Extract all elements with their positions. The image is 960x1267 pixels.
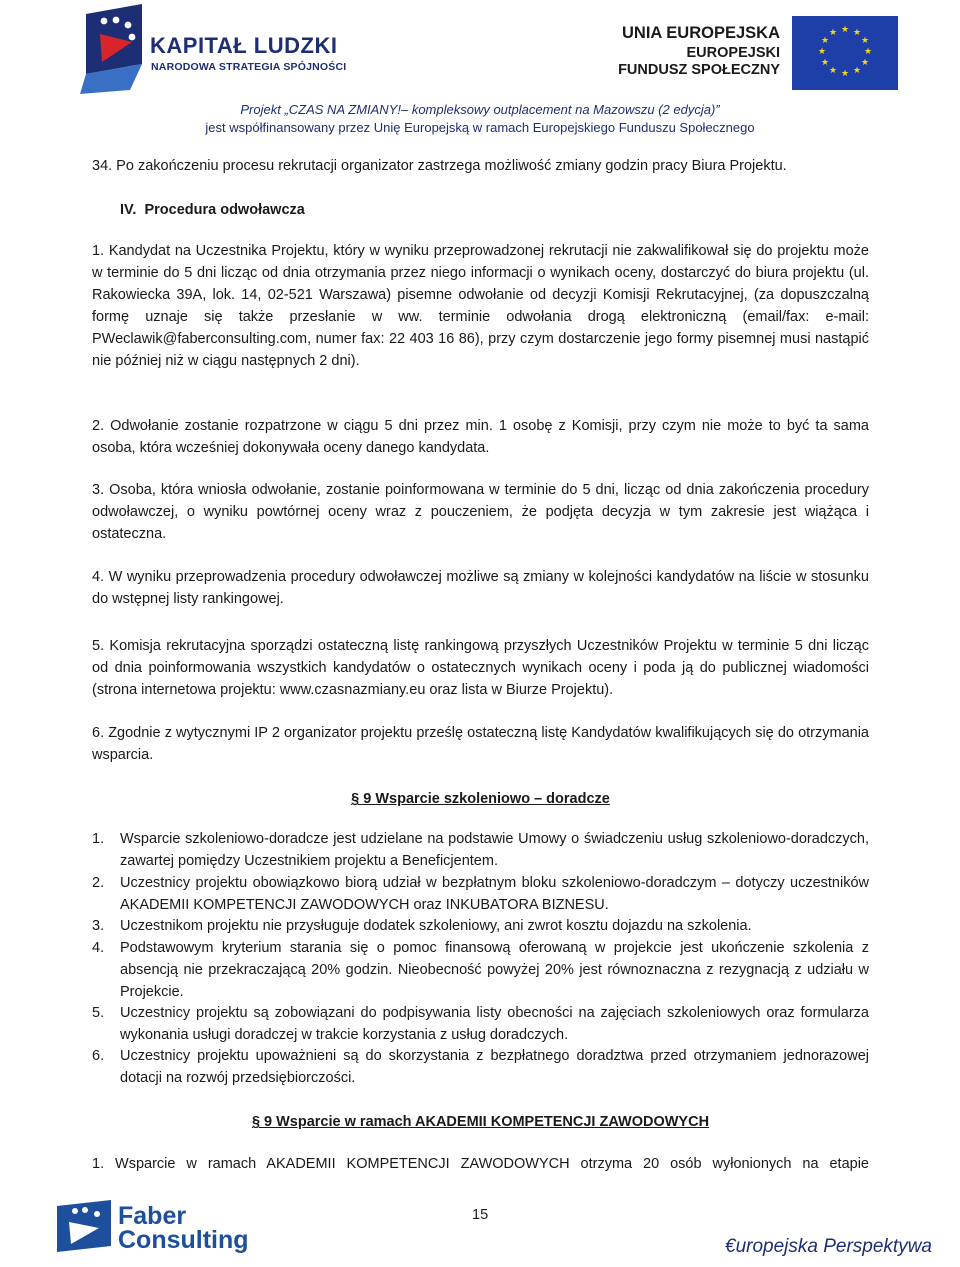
list-text: Wsparcie szkoleniowo-doradcze jest udzielane na podstawie Umowy o świadczeniu usług szkoleniowo-doradczych, zawartej pomiędzy Uczestnikiem projektu a Beneficjentem. xyxy=(120,831,869,869)
ue-line-2: EUROPEJSKI xyxy=(686,45,780,61)
list-number: 6. xyxy=(92,1048,105,1064)
svg-text:★: ★ xyxy=(860,36,870,46)
svg-text:★: ★ xyxy=(820,36,830,46)
list-number: 2. xyxy=(92,875,105,891)
list-text: Uczestnicy projektu są zobowiązani do podpisywania listy obecności na zajęciach szkoleniowych oraz formularza wykonania usługi doradczej w trakcie korzystania z usług doradczych. xyxy=(120,1005,869,1043)
list-number: 4. xyxy=(92,940,105,956)
svg-text:★: ★ xyxy=(852,28,862,38)
paragraph-6: 6. Zgodnie z wytycznymi IP 2 organizator projektu prześlę ostateczną listę Kandydatów kwalifikujących się do otrzymania wsparcia. xyxy=(92,725,869,763)
ue-line-1: UNIA EUROPEJSKA xyxy=(622,24,780,42)
list-text: Uczestnikom projektu nie przysługuje dodatek szkoleniowy, ani zwrot kosztu dojazdu na szkolenia. xyxy=(120,918,752,934)
paragraph-last: 1. Wsparcie w ramach AKADEMII KOMPETENCJI ZAWODOWYCH otrzyma 20 osób wyłonionych na etapie xyxy=(92,1156,869,1172)
svg-text:★: ★ xyxy=(840,25,850,35)
paragraph-1: 1. Kandydat na Uczestnika Projektu, który w wyniku przeprowadzonej rekrutacji nie zakwalifikował się do projektu może w terminie do 5 dni licząc od dnia otrzymania przez niego informacji o wynikach oceny, dostarczyć do biura projektu (ul. Rakowiecka 39A, lok. 14, 02-521 Warszawa) pisemne odwołanie od decyzji Komisji Rekrutacyjnej, (za dopuszczalną formę uznaje się także przesłanie w ww. terminie odwołania drogą elektroniczną (email/fax: e-mail: PWeclawik@faberconsulting.com, numer fax: 22 403 16 86), przy czym dostarczenie jego formy pisemnej musi nastąpić nie później niż w ciągu następnych 2 dni). xyxy=(92,243,869,369)
list-number: 1. xyxy=(92,831,105,847)
list-number: 3. xyxy=(92,918,105,934)
section-iv-heading xyxy=(120,199,897,221)
project-funding-line: jest współfinansowany przez Unię Europejską w ramach Europejskiego Funduszu Społecznego xyxy=(205,120,755,135)
consulting-text: Consulting xyxy=(118,1226,249,1254)
svg-text:★: ★ xyxy=(852,66,862,76)
faber-text: Faber xyxy=(118,1202,187,1230)
section-number: IV. xyxy=(120,202,137,218)
list-text: Uczestnicy projektu obowiązkowo biorą udział w bezpłatnym bloku szkoleniowo-doradczym – dotyczy uczestników AKADEMII KOMPETENCJI ZAWODOWYCH oraz INKUBATORA BIZNESU. xyxy=(120,875,869,913)
kapital-ludzki-title: KAPITAŁ LUDZKI xyxy=(150,33,338,58)
ue-line-3: FUNDUSZ SPOŁECZNY xyxy=(618,62,780,78)
list-number: 5. xyxy=(92,1005,105,1021)
europejska-perspektywa-logo: €uropejska Perspektywa xyxy=(725,1236,932,1257)
project-title-line: Projekt „CZAS NA ZMIANY!– kompleksowy outplacement na Mazowszu (2 edycja)” xyxy=(240,102,720,117)
paragraph-5: 5. Komisja rekrutacyjna sporządzi ostateczną listę rankingową przyszłych Uczestników Projektu w terminie 5 dni licząc od dnia poinformowania wszystkich kandydatów o ostatecznych wynikach oceny i poda ją do publicznej wiadomości (strona internetowa projektu: www.czasnazmiany.eu oraz lista w Biurze Projektu). xyxy=(92,638,869,698)
paragraph-34: 34. Po zakończeniu procesu rekrutacji organizator zastrzega możliwość zmiany godzin pracy Biura Projektu. xyxy=(92,158,787,174)
svg-text:★: ★ xyxy=(828,66,838,76)
svg-text:★: ★ xyxy=(828,28,838,38)
ue-label xyxy=(618,24,780,78)
section-9-heading: § 9 Wsparcie szkoleniowo – doradcze xyxy=(351,791,610,807)
paragraph-2: 2. Odwołanie zostanie rozpatrzone w ciągu 5 dni przez min. 1 osobę z Komisji, przy czym nie może to być ta sama osoba, która wcześniej dokonywała oceny danego kandydata. xyxy=(92,418,869,456)
list-text: Podstawowym kryterium starania się o pomoc finansową oferowaną w projekcie jest ukończenie szkolenia z absencją nie przekraczającą 20% godzin. Nieobecność powyżej 20% jest równoznaczna z rezygnacją z udziału w Projekcie. xyxy=(120,940,869,1000)
kapital-ludzki-subtitle: NARODOWA STRATEGIA SPÓJNOŚCI xyxy=(151,61,347,73)
section-9b-heading: § 9 Wsparcie w ramach AKADEMII KOMPETENCJI ZAWODOWYCH xyxy=(251,1114,710,1130)
page-number: 15 xyxy=(472,1207,489,1223)
paragraph-4: 4. W wyniku przeprowadzenia procedury odwoławczej możliwe są zmiany w kolejności kandydatów na liście w stosunku do wstępnej listy rankingowej. xyxy=(92,569,869,607)
eu-flag-icon xyxy=(792,16,898,90)
list-text: Uczestnicy projektu upoważnieni są do skorzystania z bezpłatnego doradztwa przed otrzymaniem jednorazowej dotacji na rozwój przedsiębiorczości. xyxy=(120,1048,869,1086)
svg-text:★: ★ xyxy=(820,58,830,68)
paragraph-3: 3. Osoba, która wniosła odwołanie, zostanie poinformowana w terminie do 5 dni, licząc od dnia zakończenia procedury odwoławczej, o wyniku powtórnej oceny wraz z pouczeniem, że podjęta decyzja w tym zakresie jest wiążąca i ostateczna. xyxy=(92,482,869,542)
page-header xyxy=(0,0,960,140)
svg-text:★: ★ xyxy=(863,47,873,57)
section-title: Procedura odwoławcza xyxy=(144,202,305,218)
svg-text:★: ★ xyxy=(860,58,870,68)
svg-text:★: ★ xyxy=(840,69,850,79)
svg-text:★: ★ xyxy=(817,47,827,57)
